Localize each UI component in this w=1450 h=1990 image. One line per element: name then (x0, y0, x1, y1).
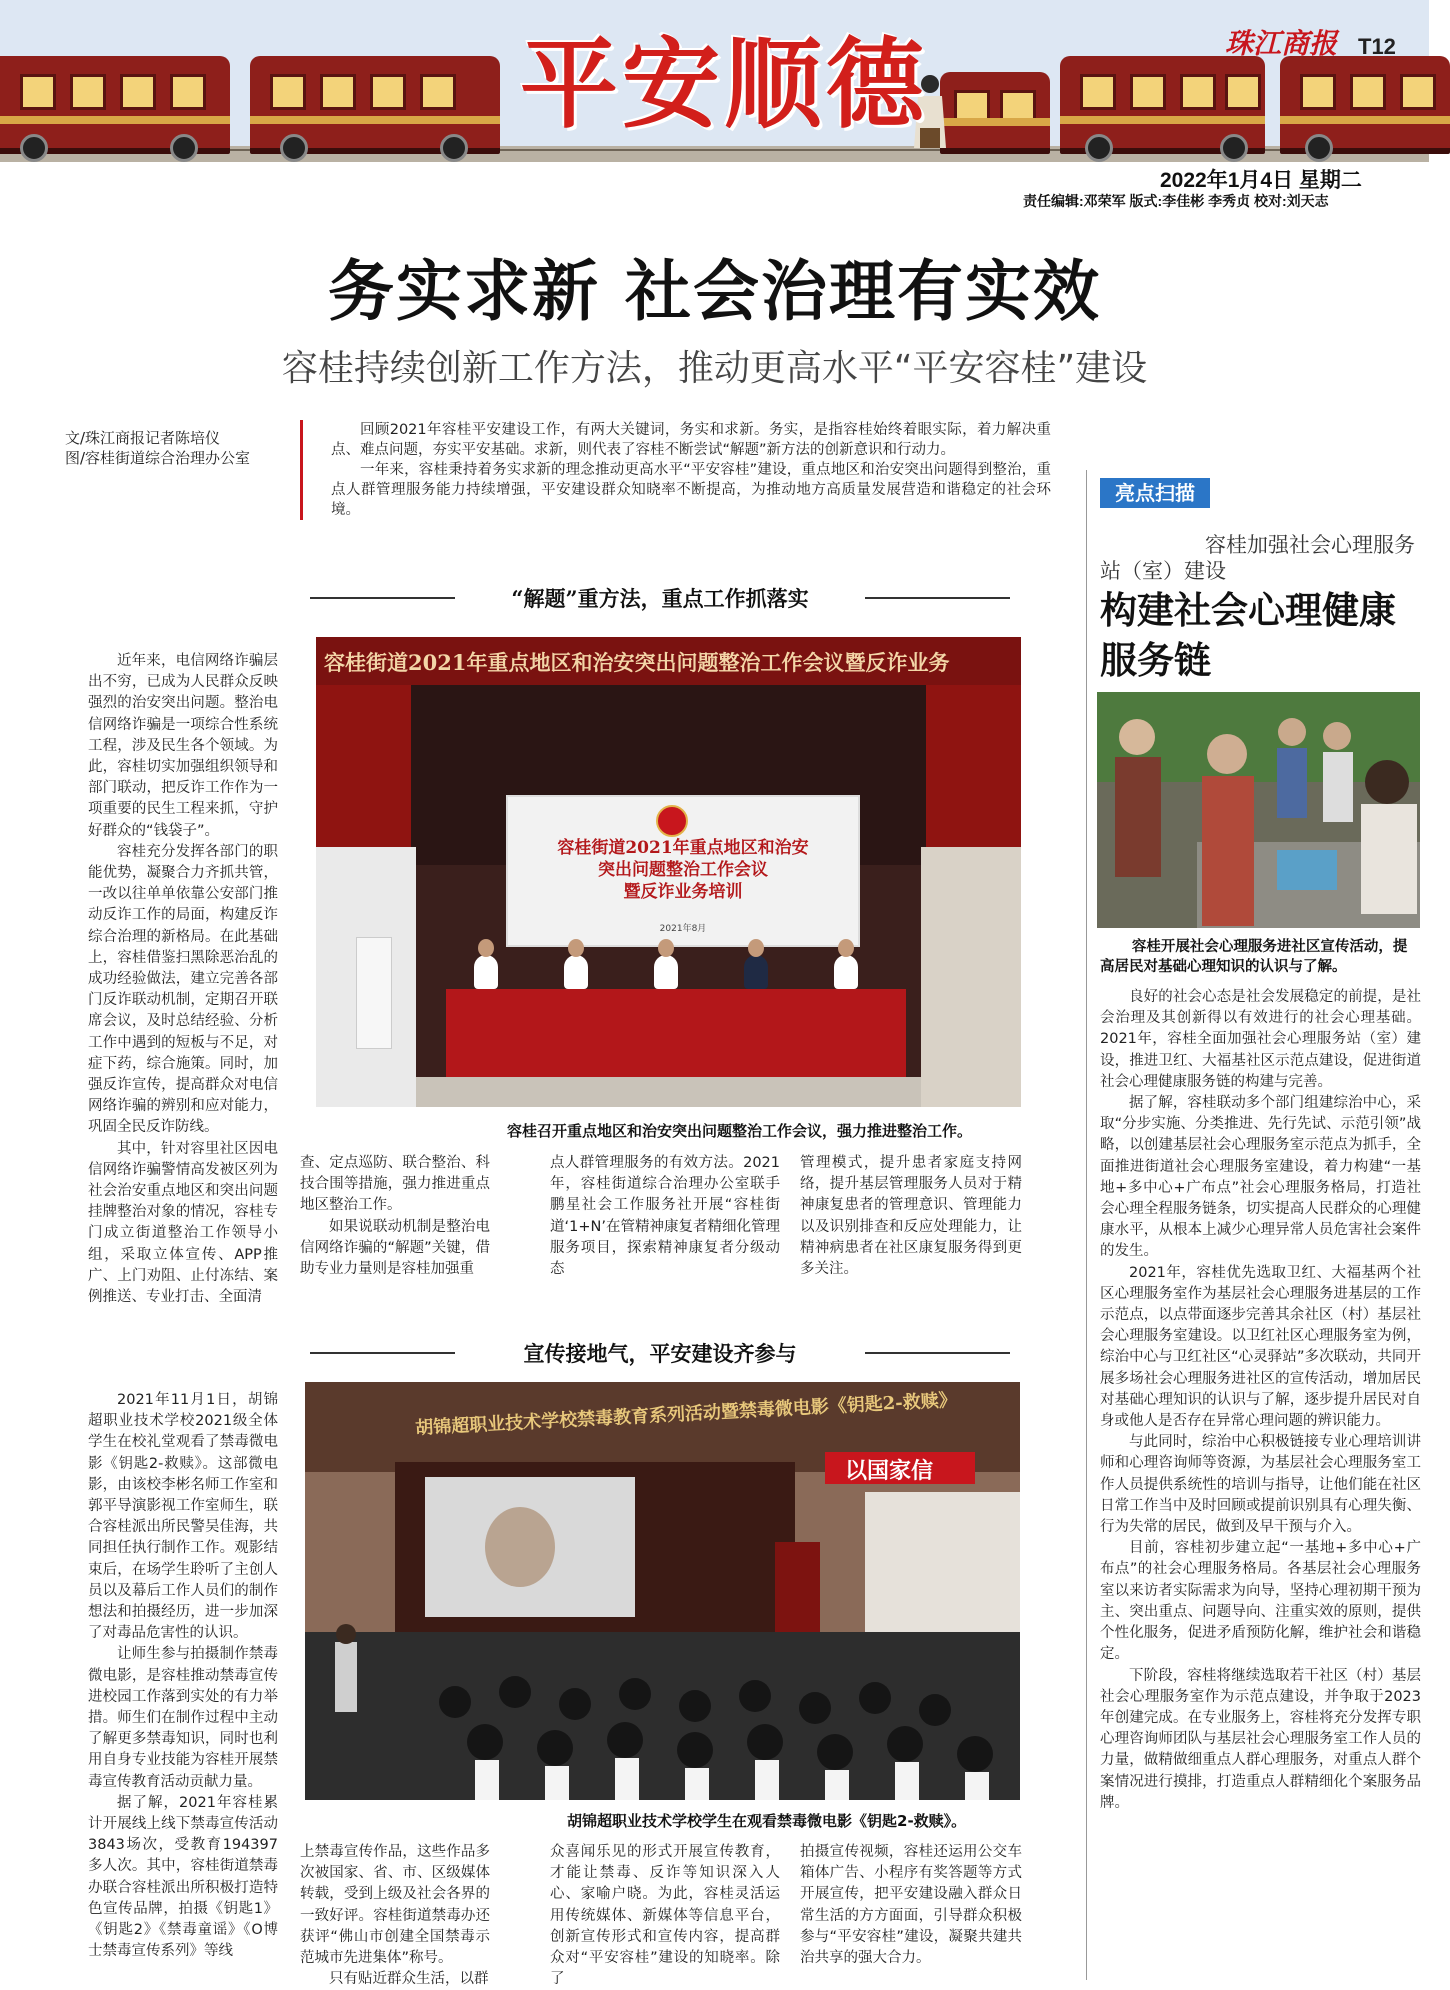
screen-line: 突出问题整治工作会议 (598, 860, 768, 880)
auditorium-photo (305, 1382, 1020, 1800)
section1-column-2 (300, 1153, 490, 1280)
meeting-banner-text: 容桂街道2021年重点地区和治安突出问题整治工作会议暨反诈业务 (324, 650, 950, 675)
section2-column-1 (88, 1390, 278, 1984)
paragraph: 拍摄宣传视频，容桂还运用公交车箱体广告、小程序有奖答题等方式开展宣传，把平安建设融入群众日常生活的方方面面，引导群众积极参与“平安容桂”建设，凝聚共建共治共享的强大合力。 (800, 1844, 1022, 1967)
air-conditioner (356, 937, 392, 1049)
stage-side-wall (921, 847, 1021, 1107)
paragraph: 容桂充分发挥各部门的职能优势，凝聚合力齐抓共管，一改以往单单依靠公安部门推动反诈工作的局面，构建反诈综合治理的新格局。在此基础上，容桂借鉴扫黑除恶治乱的成功经验做法，建立完善各部门反诈联动机制，定期召开联席会议，及时总结经验、分析工作中遇到的短板与不足，对症下药，综合施策。同时，加强反诈宣传，提高群众对电信网络诈骗的辨别和应对能力，巩固全民反诈防线。 (88, 843, 278, 1136)
paragraph: 点人群管理服务的有效方法。2021年，容桂街道综合治理办公室联手鹏星社会工作服务社开展“容桂街道‘1+N’在管精神康复者精细化管理服务项目，探索精神康复者分级动态 (550, 1155, 780, 1278)
paragraph: 良好的社会心态是社会发展稳定的前提，是社会治理及其创新得以有效进行的社会心理基础。2021年，容桂全面加强社会心理服务站（室）建设，推进卫红、大福基社区示范点建设，促进街道社会心理健康服务链的构建与完善。 (1100, 989, 1421, 1090)
paragraph: 2021年11月1日，胡锦超职业技术学校2021级全体学生在校礼堂观看了禁毒微电影《钥匙2-救赎》。这部微电影，由该校李彬名师工作室和郭平导演影视工作室师生，联合容桂派出所民警吴佳海，共同担任执行制作工作。观影结束后，在场学生聆听了主创人员以及幕后工作人员们的制作想法和拍摄经历，进一步加深了对毒品危害性的认识。 (88, 1392, 278, 1642)
train-car (1060, 56, 1265, 154)
paragraph: 让师生参与拍摄制作禁毒微电影，是容桂推动禁毒宣传进校园工作落到实处的有力举措。师生们在制作过程中主动了解更多禁毒知识，同时也利用自身专业技能为容桂开展禁毒宣传教育活动贡献力量。 (88, 1646, 278, 1790)
screen-line: 暨反诈业务培训 (623, 882, 743, 902)
paragraph: 管理模式，提升患者家庭支持网络，提升基层管理服务人员对于精神康复患者的管理意识、管理能力以及识别排查和反应处理能力，让精神病患者在社区康复服务得到更多关注。 (800, 1155, 1022, 1278)
community-photo-caption: 容桂开展社会心理服务进社区宣传活动，提高居民对基础心理知识的认识与了解。 (1100, 939, 1408, 975)
intro-paragraph: 一年来，容桂秉持着务实求新的理念推动更高水平“平安容桂”建设，重点地区和治安突出问题得到整治，重点人群管理服务能力持续增强，平安建设群众知晓率不断提高，为推动地方高质量发展营造和谐稳定的社会环境。 (331, 462, 1051, 518)
speaker (834, 955, 858, 989)
community-photo (1097, 692, 1420, 928)
train-car (1280, 56, 1450, 154)
speaker (654, 955, 678, 989)
issue-date: 2022年1月4日 星期二 (1160, 169, 1362, 192)
projection-screen (506, 795, 860, 947)
byline-writer: 文/珠江商报记者陈培仪 (65, 429, 221, 447)
paragraph: 如果说联动机制是整治电信网络诈骗的“解题”关键，借助专业力量则是容桂加强重 (300, 1218, 490, 1278)
film-actor-face (485, 1507, 555, 1587)
section2-column-2 (300, 1842, 490, 1990)
editor-credits: 责任编辑:邓荣军 版式:李佳彬 李秀贞 校对:刘天志 (1023, 193, 1329, 209)
page-code: T12 (1358, 34, 1396, 59)
byline-photo: 图/容桂街道综合治理办公室 (65, 449, 251, 467)
speaker (474, 955, 498, 989)
intro-paragraph: 回顾2021年容桂平安建设工作，有两大关键词，务实和求新。务实，是指容桂始终着眼实际，着力解决重点、难点问题，夯实平安基础。求新，则代表了容桂不断尝试“解题”新方法的创新意识和行动力。 (331, 422, 1051, 458)
speaker (744, 955, 768, 989)
section2-column-3 (550, 1842, 780, 1990)
meeting-photo (316, 637, 1021, 1107)
main-headline: 务实求新 社会治理有实效 (328, 252, 1101, 330)
sidebar-body (1100, 987, 1421, 1985)
audience-heads (305, 1622, 1020, 1800)
screen-line: 容桂街道2021年重点地区和治安 (557, 838, 809, 858)
sidebar-divider (1086, 470, 1087, 1980)
stage-floor (416, 1077, 921, 1107)
section1-column-1 (88, 651, 278, 1306)
paragraph: 2021年，容桂优先选取卫红、大福基两个社区心理服务室作为基层社会心理服务进基层的工作示范点，以点带面逐步完善其余社区（村）基层社会心理服务室建设。以卫红社区心理服务室为例，综治中心与卫红社区“心灵驿站”多次联动，共同开展多场社会心理服务进社区的宣传活动，增加居民对基础心理知识的认识与了解，逐步提升居民对自身或他人是否存在异常心理问题的辨识能力。 (1100, 1264, 1421, 1430)
highlight-badge: 亮点扫描 (1100, 478, 1210, 508)
paragraph: 据了解，容桂联动多个部门组建综治中心，采取“分步实施、分类推进、先行先试、示范引领”战略，以创建基层社会心理服务室示范点为抓手，全面推进街道社会心理服务室建设，着力构建“一基地+多中心+广布点”社会心理服务格局，打造社会心理全程服务链条，切实提高人民群众的心理健康水平，从根本上减少心理异常人员危害社会案件的发生。 (1100, 1095, 1421, 1260)
screen-date: 2021年8月 (659, 924, 707, 934)
paragraph: 众喜闻乐见的形式开展宣传教育，才能让禁毒、反诈等知识深入人心、家喻户晓。为此，容桂灵活运用传统媒体、新媒体等信息平台，创新宣传形式和宣传内容，提高群众对“平安容桂”建设的知晓率。除了 (550, 1844, 780, 1988)
section-heading-2 (300, 1337, 1020, 1367)
sidebar-pretitle: 容桂加强社会心理服务站（室）建设 (1100, 533, 1415, 583)
section1-column-3 (550, 1153, 780, 1280)
stage-table (446, 989, 906, 1079)
paragraph: 近年来，电信网络诈骗层出不穷，已成为人民群众反映强烈的治安突出问题。整治电信网络诈骗是一项综合性系统工程，涉及民生各个领域。为此，容桂切实加强组织领导和部门联动，把反诈工作作为一项重要的民生工程来抓，守护好群众的“钱袋子”。 (88, 653, 278, 839)
auditorium-photo-caption: 胡锦超职业技术学校学生在观看禁毒微电影《钥匙2-救赎》。 (567, 1812, 967, 1830)
paragraph: 其中，针对容里社区因电信网络诈骗警情高发被区列为社会治安重点地区和突出问题挂牌整治对象的情况，容桂专门成立街道整治工作领导小组，采取立体宣传、APP推广、上门劝阻、止付冻结、案例推送、专业打击、全面清 (88, 1140, 278, 1306)
sidebar-title: 构建社会心理健康服务链 (1100, 589, 1396, 682)
paragraph: 目前，容桂初步建立起“一基地+多中心+广布点”的社会心理服务格局。各基层社会心理服务室以来访者实际需求为向导，坚持心理初期干预为主、突出重点、问题导向、注重实效的原则，提供个性化服务，促进矛盾预防化解，维护社会和谐稳定。 (1100, 1540, 1421, 1663)
intro-box (300, 420, 1051, 520)
police-emblem-icon (656, 805, 688, 837)
paragraph: 只有贴近群众生活，以群 (329, 1971, 489, 1988)
section-heading-1 (300, 582, 1020, 612)
newspaper-name: 珠江商报 (1225, 27, 1338, 60)
paragraph: 与此同时，综治中心积极链接专业心理培训讲师和心理咨询师等资源，为基层社会心理服务室工作人员提供系统性的培训与指导，让他们能在社区日常工作当中及时回顾或提前识别具有心理失衡、行为失常的居民，做到及早干预与介入。 (1100, 1434, 1421, 1536)
residents (1097, 692, 1420, 928)
section1-column-4 (800, 1153, 1022, 1280)
paragraph: 上禁毒宣传作品，这些作品多次被国家、省、市、区级媒体转载，受到上级及社会各界的一致好评。容桂街道禁毒办还获评“佛山市创建全国禁毒示范城市先进集体”称号。 (300, 1844, 490, 1967)
paragraph: 下阶段，容桂将继续选取若干社区（村）基层社会心理服务室作为示范点建设，并争取于2023年创建完成。在专业服务上，容桂将充分发挥专职心理咨询师团队与基层社会心理服务室工作人员的力量，做精做细重点人群心理服务，对重点人群个案情况进行摸排，打造重点人群精细化个案服务品牌。 (1100, 1667, 1421, 1811)
section-heading-text: “解题”重方法，重点工作抓落实 (511, 586, 809, 611)
speaker (564, 955, 588, 989)
section-heading-text: 宣传接地气，平安建设齐参与 (523, 1341, 797, 1366)
paragraph: 据了解，2021年容桂累计开展线上线下禁毒宣传活动3843场次，受教育194397多人次。其中，容桂街道禁毒办联合容桂派出所积极打造特色宣传品牌，拍摄《钥匙1》《钥匙2》《禁毒童谣》《O博士禁毒宣传系列》等线 (88, 1794, 278, 1960)
meeting-photo-caption: 容桂召开重点地区和治安突出问题整治工作会议，强力推进整治工作。 (507, 1122, 973, 1140)
section2-column-4 (800, 1842, 1022, 1969)
wall-slogan-text: 以国家信 (845, 1458, 934, 1484)
train-car (0, 56, 230, 154)
film-screen (425, 1477, 635, 1617)
paragraph: 查、定点巡防、联合整治、科技合围等措施，强力推进重点地区整治工作。 (300, 1155, 490, 1214)
subheadline: 容桂持续创新工作方法，推动更高水平“平安容桂”建设 (281, 348, 1148, 389)
screen-title (508, 837, 858, 903)
byline (65, 428, 250, 468)
auditorium-banner-text: 胡锦超职业技术学校禁毒教育系列活动暨禁毒微电影《钥匙2-救赎》 (414, 1389, 958, 1440)
train-car (250, 56, 500, 154)
banner-title: 平安顺德 (520, 27, 929, 142)
